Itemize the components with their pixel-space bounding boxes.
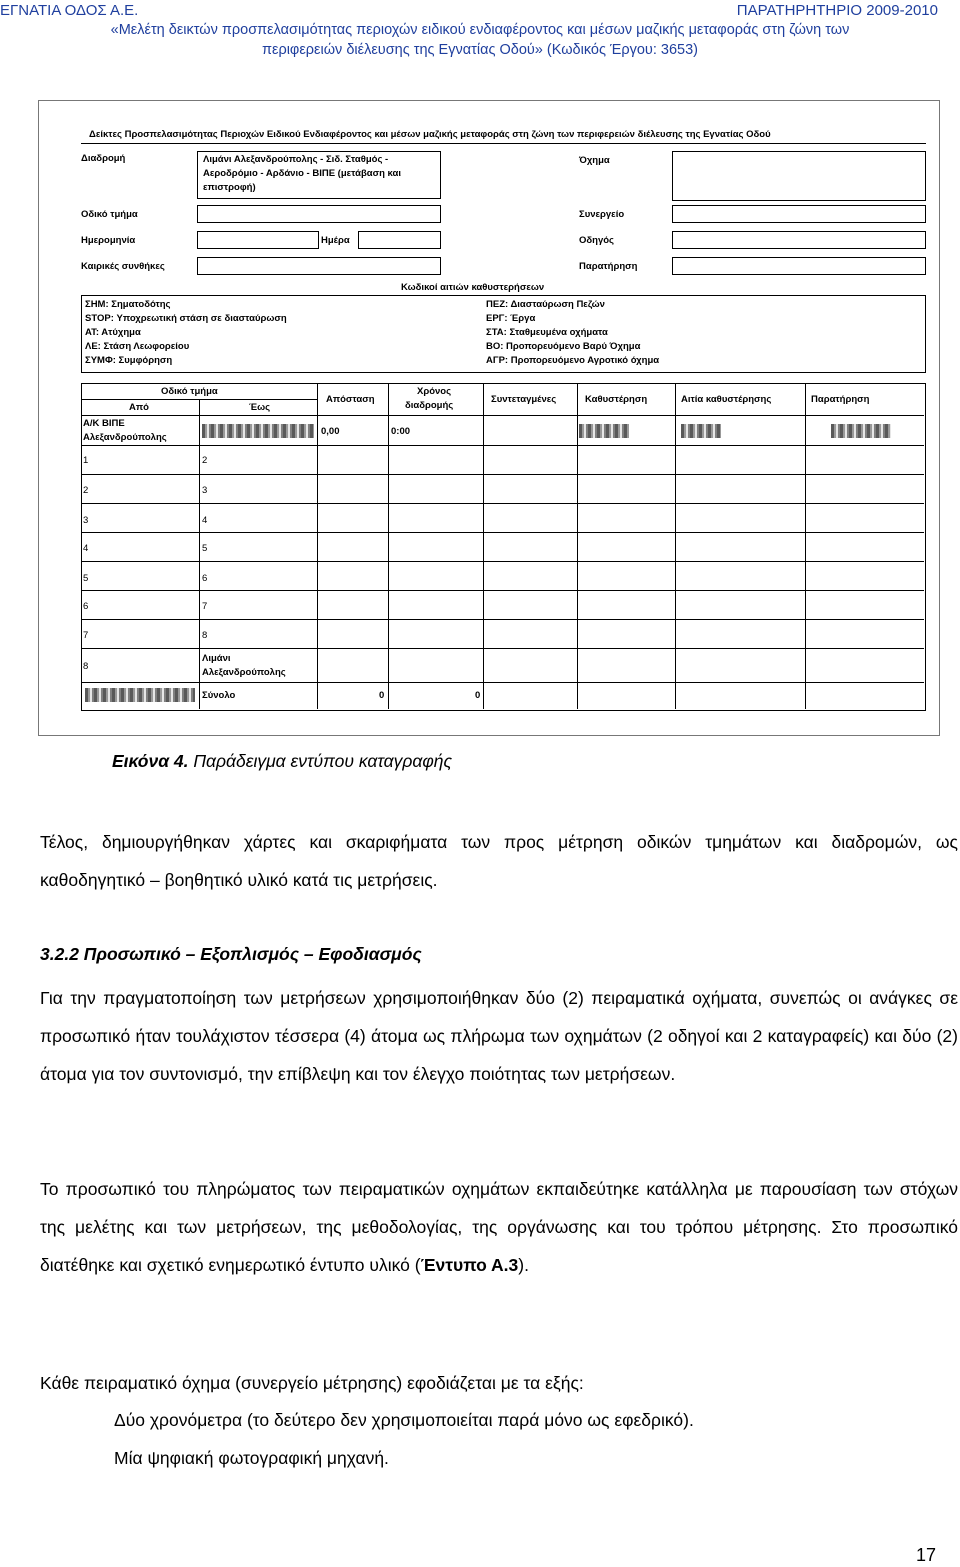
form-title: Δείκτες Προσπελασιμότητας Περιοχών Ειδικού Ενδιαφέροντος και μέσων μαζικής μεταφοράς στη ζώνη των περιφερειών διέλευσης της Εγνατίας Οδού [89, 129, 771, 140]
header-subtitle-line2: περιφερειών διέλευσης της Εγνατίας Οδού» (Κωδικός Έργου: 3653) [261, 42, 698, 58]
code-left: ΣΗΜ: Σηματοδότης [85, 299, 171, 310]
header-organization: ΕΓΝΑΤΙΑ ΟΔΟΣ Α.Ε. [0, 2, 139, 19]
table-line [81, 532, 924, 533]
table-line [81, 682, 924, 683]
day-label: Ημέρα [321, 235, 350, 246]
driver-field[interactable] [672, 231, 926, 249]
row-to: 6 [202, 573, 208, 584]
paragraph-personnel: Για την πραγματοποίηση των μετρήσεων χρησιμοποιήθηκαν δύο (2) πειραματικά οχήματα, συνεπώς οι ανάγκες σε προσωπικό ήταν τουλάχιστον τέσσερα (4) άτομα ως πλήρωμα των οχημάτων (2 οδηγοί και 2 καταγραφείς) και δύο (2) άτομα για τον συντονισμό, την επίβλεψη και τον έλεγχο ποιότητας των μετρήσεων. [40, 988, 958, 1084]
date-label: Ημερομηνία [81, 235, 136, 246]
row-to: Λιμάνι [202, 653, 231, 664]
row-to-line2: Αλεξανδρούπολης [202, 667, 286, 678]
training-text: Το προσωπικό του πληρώματος των πειραματικών οχημάτων εκπαιδεύτηκε κατάλληλα με παρουσίαση των στόχων της μελέτης και των μετρήσεων, της μεθοδολογίας, της οργάνωσης και του τρόπου μέτρησης. Στο προσωπικό διατέθηκε και σχετικό ενημερωτικό έντυπο υλικό ( [40, 1179, 958, 1275]
paragraph-training [40, 1170, 958, 1284]
first-from-line2: Αλεξανδρούπολης [83, 432, 167, 443]
first-distance: 0,00 [321, 426, 340, 437]
redacted-value [85, 688, 195, 702]
redacted-value [831, 424, 891, 438]
vehicle-label: Όχημα [579, 155, 610, 166]
list-item-text: Μία ψηφιακή φωτογραφική μηχανή. [114, 1448, 389, 1468]
table-line [81, 648, 924, 649]
date-field[interactable] [197, 231, 319, 249]
col-header-coords: Συντεταγμένες [491, 394, 557, 405]
paragraph-maps: Τέλος, δημιουργήθηκαν χάρτες και σκαριφήματα των προς μέτρηση οδικών τμημάτων και διαδρομών, ως καθοδηγητικό – βοηθητικό υλικό κατά τις μετρήσεις. [40, 832, 958, 890]
header-subtitle-line1: «Μελέτη δεικτών προσπελασιμότητας περιοχών ειδικού ενδιαφέροντος και μέσων μαζικής μεταφοράς στη ζώνη των [110, 22, 850, 38]
route-value-line2: Αεροδρόμιο - Αρδάνιο - ΒΙΠΕ (μετάβαση και [203, 168, 402, 179]
table-line [81, 415, 924, 416]
table-line [675, 383, 676, 709]
table-line [81, 503, 924, 504]
route-label: Διαδρομή [81, 153, 126, 164]
col-header-from: Από [129, 402, 149, 413]
col-header-to: Έως [249, 402, 271, 413]
form-reference: Έντυπο Α.3 [420, 1255, 519, 1275]
code-left: ΑΤ: Ατύχημα [85, 327, 141, 338]
total-distance: 0 [379, 690, 385, 701]
total-label: Σύνολο [202, 690, 236, 701]
driver-label: Οδηγός [579, 235, 614, 246]
figure-caption [112, 751, 452, 772]
row-to: 7 [202, 601, 208, 612]
row-from: 2 [83, 485, 89, 496]
caption-text: Παράδειγμα εντύπου καταγραφής [188, 751, 453, 771]
col-header-time-2: διαδρομής [405, 400, 454, 411]
row-to: 3 [202, 485, 208, 496]
remarks-label: Παρατήρηση [579, 261, 638, 272]
row-to: 8 [202, 630, 208, 641]
first-from-line1: Α/Κ ΒΙΠΕ [83, 418, 125, 429]
table-line [317, 383, 318, 709]
codes-title: Κωδικοί αιτιών καθυστερήσεων [401, 282, 545, 293]
row-from: 5 [83, 573, 89, 584]
code-right: ΕΡΓ: Έργα [486, 313, 536, 324]
row-to: 4 [202, 515, 208, 526]
table-line [483, 383, 484, 709]
recording-form-figure [38, 100, 940, 736]
section-heading: 3.2.2 Προσωπικό – Εξοπλισμός – Εφοδιασμός [40, 944, 422, 964]
col-header-cause: Αιτία καθυστέρησης [681, 394, 772, 405]
row-from: 6 [83, 601, 89, 612]
redacted-value [579, 424, 629, 438]
training-text-end: ). [518, 1255, 529, 1275]
total-time: 0 [475, 690, 481, 701]
row-from: 3 [83, 515, 89, 526]
segment-field[interactable] [197, 205, 441, 223]
page-number: 17 [915, 1545, 936, 1565]
col-header-remarks: Παρατήρηση [811, 394, 870, 405]
first-time: 0:00 [391, 426, 411, 437]
paragraph-equipment: Κάθε πειραματικό όχημα (συνεργείο μέτρησης) εφοδιάζεται με τα εξής: [40, 1373, 584, 1393]
table-line [81, 445, 924, 446]
code-left: ΣΥΜΦ: Συμφόρηση [85, 355, 173, 366]
code-right: ΑΓΡ: Προπορευόμενο Αγροτικό όχημα [486, 355, 660, 366]
code-right: ΠΕΖ: Διασταύρωση Πεζών [486, 299, 605, 310]
row-to: 5 [202, 543, 208, 554]
code-left: ΛΕ: Στάση Λεωφορείου [85, 341, 190, 352]
day-field[interactable] [358, 231, 441, 249]
list-item [76, 1410, 694, 1431]
crew-field[interactable] [672, 205, 926, 223]
row-from: 4 [83, 543, 89, 554]
weather-label: Καιρικές συνθήκες [81, 261, 165, 272]
col-header-distance: Απόσταση [326, 394, 375, 405]
crew-label: Συνεργείο [579, 209, 625, 220]
caption-label: Εικόνα 4. [112, 751, 189, 771]
vehicle-field[interactable] [672, 151, 926, 201]
row-from: 8 [83, 661, 89, 672]
code-left: STOP: Υποχρεωτική στάση σε διασταύρωση [85, 313, 287, 324]
table-line [805, 383, 806, 709]
table-line [388, 383, 389, 709]
row-from: 7 [83, 630, 89, 641]
segment-label: Οδικό τμήμα [81, 209, 138, 220]
table-line [81, 561, 924, 562]
route-value-line3: επιστροφή) [203, 182, 256, 193]
code-right: ΒΟ: Προπορευόμενο Βαρύ Όχημα [486, 341, 641, 352]
list-item-text: Δύο χρονόμετρα (το δεύτερο δεν χρησιμοποιείται παρά μόνο ως εφεδρικό). [114, 1410, 694, 1430]
remarks-field[interactable] [672, 257, 926, 275]
row-from: 1 [83, 455, 89, 466]
list-item [76, 1448, 389, 1469]
col-header-segment: Οδικό τμήμα [161, 386, 218, 397]
code-right: ΣΤΑ: Σταθμευμένα οχήματα [486, 327, 608, 338]
route-value-line1: Λιμάνι Αλεξανδρούπολης - Σιδ. Σταθμός - [203, 154, 389, 165]
table-line [577, 383, 578, 709]
redacted-value [202, 424, 314, 438]
table-line [81, 590, 924, 591]
table-line [81, 474, 924, 475]
table-line [81, 619, 924, 620]
col-header-delay: Καθυστέρηση [585, 394, 648, 405]
divider [81, 143, 926, 144]
col-header-time-1: Χρόνος [417, 386, 452, 397]
weather-field[interactable] [197, 257, 441, 275]
row-to: 2 [202, 455, 208, 466]
header-observatory: ΠΑΡΑΤΗΡΗΤΗΡΙΟ 2009-2010 [736, 2, 938, 19]
redacted-value [681, 424, 721, 438]
